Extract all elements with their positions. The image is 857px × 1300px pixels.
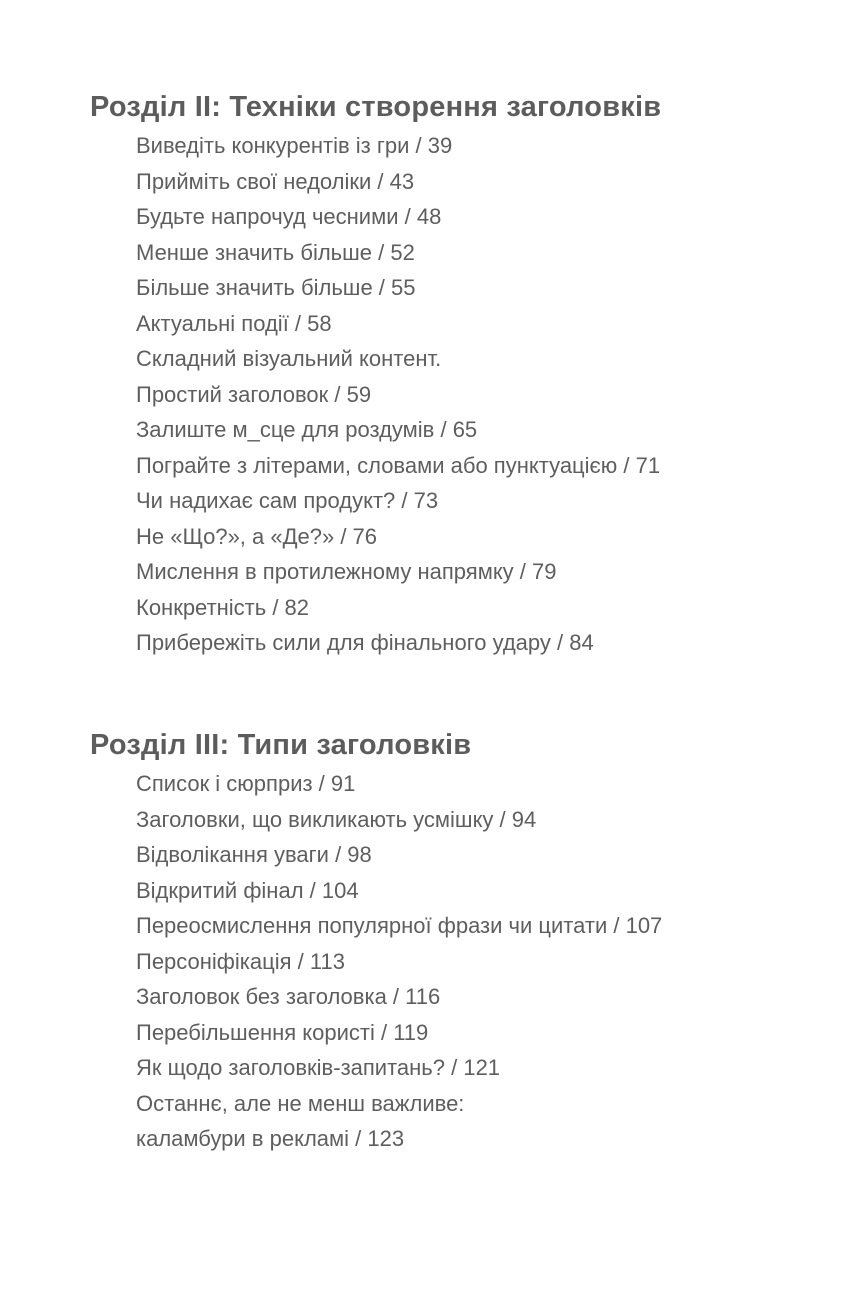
toc-entry: Як щодо заголовків-запитань? / 121: [136, 1055, 501, 1080]
toc-entry: Конкретність / 82: [136, 594, 310, 620]
section-title: Розділ II: Техніки створення заголовків: [90, 91, 662, 123]
toc-entry: Не «Що?», а «Де?» / 76: [136, 523, 378, 549]
toc-entry: Останнє, але не менш важливе:: [136, 1090, 465, 1116]
toc-entry: Відволікання уваги / 98: [136, 842, 372, 867]
toc-entry: Заголовки, що викликають усмішку / 94: [136, 806, 537, 832]
toc-entry: Переосмислення популярної фрази чи цитати / 107: [136, 913, 663, 938]
toc-entry: Залиште м_сце для роздумів / 65: [136, 417, 478, 442]
toc-entry: Будьте напрочуд чесними / 48: [136, 204, 442, 229]
toc-entry: Прийміть свої недоліки / 43: [136, 168, 415, 194]
toc-entry: Пограйте з літерами, словами або пунктуацією / 71: [136, 452, 661, 478]
section-3: [90, 724, 830, 1157]
toc-entry: Виведіть конкурентів із гри / 39: [136, 133, 453, 158]
toc-entry: Перебільшення користі / 119: [136, 1019, 429, 1045]
toc-entry: Персоніфікація / 113: [136, 948, 345, 974]
toc-entry: Складний візуальний контент.: [136, 346, 442, 371]
toc-entry: Список і сюрприз / 91: [136, 771, 356, 796]
toc-entry: Менше значить більше / 52: [136, 239, 415, 265]
section-title: Розділ III: Типи заголовків: [90, 729, 472, 761]
toc-entry: Заголовок без заголовка / 116: [136, 984, 441, 1009]
toc-entry: Актуальні події / 58: [136, 310, 332, 336]
toc-entry: каламбури в рекламі / 123: [136, 1126, 405, 1151]
toc-entry: Більше значить більше / 55: [136, 275, 416, 300]
toc-entry: Мислення в протилежному напрямку / 79: [136, 559, 557, 584]
toc-entry: Простий заголовок / 59: [136, 381, 372, 407]
section-entries: [90, 766, 830, 1157]
toc-entry: Чи надихає сам продукт? / 73: [136, 488, 439, 513]
toc-entry: Відкритий фінал / 104: [136, 877, 359, 903]
section-2: [90, 86, 830, 661]
section-entries: [90, 128, 830, 661]
toc-entry: Прибережіть сили для фінального удару / 84: [136, 630, 594, 655]
